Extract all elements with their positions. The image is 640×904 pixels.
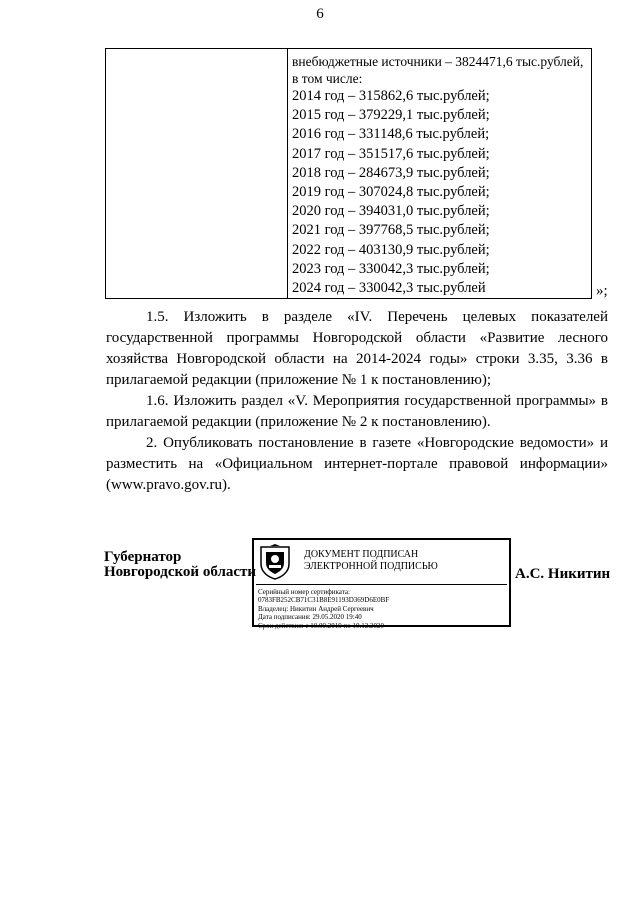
table-right-cell — [292, 53, 592, 298]
stamp-serial: 0783FB252CB71C31B8E91193D369D6E0BF — [258, 596, 390, 605]
signer-name: А.С. Никитин — [515, 566, 611, 582]
stamp-header — [304, 549, 438, 573]
page-number: 6 — [316, 6, 324, 22]
year-row: 2020 год – 394031,0 тыс.рублей; — [292, 203, 490, 220]
stamp-owner: Владелец: Никитин Андрей Сергеевич — [258, 604, 374, 613]
year-row: 2018 год – 284673,9 тыс.рублей; — [292, 164, 490, 181]
table-left-cell — [106, 49, 288, 298]
stamp-header-line-1: ДОКУМЕНТ ПОДПИСАН — [304, 549, 419, 560]
year-row: 2024 год – 330042,3 тыс.рублей — [292, 280, 486, 297]
year-row: 2023 год – 330042,3 тыс.рублей; — [292, 260, 490, 277]
year-row: 2016 год – 331148,6 тыс.рублей; — [292, 126, 490, 143]
stamp-signed-date: Дата подписания: 29.05.2020 19:40 — [258, 613, 362, 622]
stamp-details — [258, 588, 389, 630]
paragraph-1-5: 1.5. Изложить в разделе «IV. Перечень целевых показателей государственной программы Новгородской области «Развитие лесного хозяйства Новгородской области на 2014-2024 годы» строки 3.35, 3.36 в прилагаемой редакции (приложение № 1 к постановлению); — [106, 309, 608, 388]
year-row: 2017 год – 351517,6 тыс.рублей; — [292, 145, 490, 162]
body-text — [106, 307, 608, 496]
year-row: 2021 год – 397768,5 тыс.рублей; — [292, 222, 490, 239]
year-row: 2022 год – 403130,9 тыс.рублей; — [292, 241, 490, 258]
coat-of-arms-icon — [258, 544, 292, 580]
stamp-validity: Срок действия: с 10.09.2019 по 10.12.2020 — [258, 621, 384, 630]
including-line: в том числе: — [292, 71, 363, 86]
year-row: 2014 год – 315862,6 тыс.рублей; — [292, 88, 490, 104]
extrabudget-sources-line: внебюджетные источники – 3824471,6 тыс.рублей, — [292, 54, 584, 69]
signer-title — [104, 550, 256, 580]
stamp-header-line-2: ЭЛЕКТРОННОЙ ПОДПИСЬЮ — [304, 561, 438, 572]
year-row: 2015 год – 379229,1 тыс.рублей; — [292, 107, 490, 124]
paragraph-1-6: 1.6. Изложить раздел «V. Мероприятия государственной программы» в прилагаемой редакции (приложение № 2 к постановлению). — [106, 393, 608, 430]
paragraph-2: 2. Опубликовать постановление в газете «Новгородские ведомости» и разместить на «Официальном интернет-портале правовой информации» (www.pravo.gov.ru). — [106, 435, 608, 493]
stamp-serial-label: Серийный номер сертификата: — [258, 588, 350, 596]
financing-table — [105, 48, 592, 299]
closing-quote-mark: »; — [596, 283, 608, 299]
stamp-divider — [256, 584, 507, 585]
electronic-signature-stamp — [252, 538, 511, 630]
signer-title-line-2: Новгородской области — [104, 564, 257, 580]
year-row: 2019 год – 307024,8 тыс.рублей; — [292, 184, 490, 201]
signer-title-line-1: Губернатор — [104, 549, 182, 565]
